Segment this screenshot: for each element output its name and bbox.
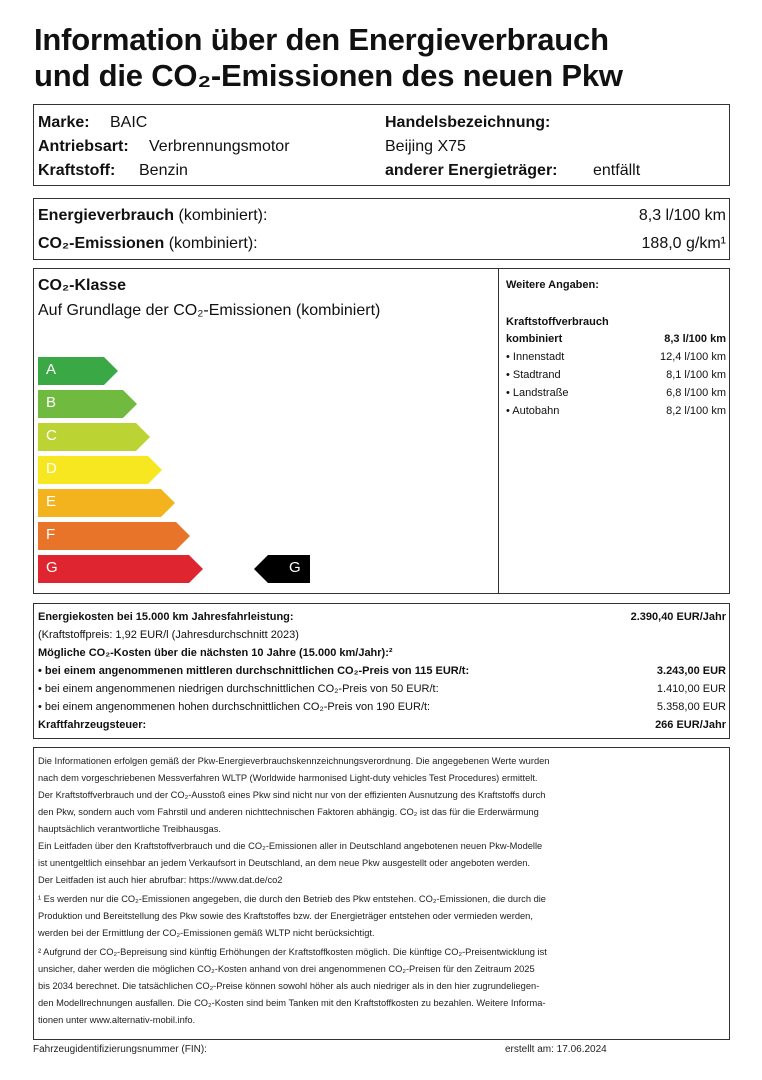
title-line-2: und die CO₂-Emissionen des neuen Pkw [34,58,623,93]
co2-cost-row-label: • bei einem angenommenen niedrigen durchschnittlichen CO₂-Preis von 50 EUR/t: [38,683,439,695]
consumption-item-value: 12,4 l/100 km [659,351,726,363]
co2-emissions-row [38,233,258,255]
further-heading: Weitere Angaben: [506,279,599,291]
page-title [34,22,623,94]
note-line: den Modellrechnungen ausfallen. Die CO₂-Kosten sind beim Tanken mit den Kraftstoffkosten zu bezahlen. Weitere Informa- [38,998,546,1008]
consumption-item-label: • Stadtrand [506,369,561,381]
note-line: ¹ Es werden nur die CO₂-Emissionen angegeben, die durch den Betrieb des Pkw entstehen. CO₂-Emissionen, die durch die [38,894,546,904]
fuel-label: Kraftstoff: [38,162,116,179]
fuel-value: Benzin [139,162,188,179]
class-letter-c: C [46,427,57,444]
co2-costs-heading: Mögliche CO₂-Kosten über die nächsten 10 Jahre (15.000 km/Jahr):² [38,647,393,659]
created-date: erstellt am: 17.06.2024 [505,1044,607,1055]
class-letter-d: D [46,460,57,477]
co2-cost-row-label: • bei einem angenommenen mittleren durchschnittlichen CO₂-Preis von 115 EUR/t: [38,665,470,677]
class-letter-g: G [46,559,58,576]
co2-cost-row-value: 5.358,00 EUR [656,701,726,713]
co2-class-heading: CO₂-Klasse [38,277,127,294]
class-letter-e: E [46,493,57,510]
energy-costs-value: 2.390,40 EUR/Jahr [630,611,726,623]
consumption-item-value: 8,1 l/100 km [666,369,726,381]
co2-emissions-value: 188,0 g/km¹ [641,235,726,252]
co2-emissions-label: CO₂-Emissionen [38,235,165,252]
co2-cost-row-value: 1.410,00 EUR [656,683,726,695]
note-line: den Pkw, sondern auch vom Fahrstil und anderen nichttechnischen Faktoren abhängig. CO₂ ist das für die Erderwärmung [38,807,539,817]
note-line: unsicher, daher werden die möglichen CO₂-Kosten anhand von drei angenommenen CO₂-Preisen für den Zeitraum 2025 [38,964,535,974]
drive-label: Antriebsart: [38,138,129,155]
energy-consumption-value: 8,3 l/100 km [638,207,726,224]
note-line: tionen unter www.alternativ-mobil.info. [38,1015,196,1025]
class-letter-a: A [46,361,57,378]
class-letter-f: F [46,526,56,543]
note-line: Der Kraftstoffverbrauch und der CO₂-Ausstoß eines Pkw sind nicht nur von der effizienten Ausnutzung des Kraftstoffs durch [38,790,546,800]
fuel-consumption-heading: Kraftstoffverbrauch [506,316,609,328]
note-line: hauptsächlich verantwortliche Treibhausgas. [38,824,221,834]
consumption-item-value: 8,2 l/100 km [666,405,726,417]
energy-consumption-label: Energieverbrauch [38,207,175,224]
consumption-item-value: 6,8 l/100 km [666,387,726,399]
vehicle-tax-label: Kraftfahrzeugsteuer: [38,719,147,731]
combined-label: kombiniert [506,333,563,345]
title-line-1: Information über den Energieverbrauch [34,22,609,57]
note-line: Produktion und Bereitstellung des Pkw sowie des Kraftstoffes bzw. der Energieträger entstehen oder vermieden werden, [38,911,533,921]
consumption-item-label: • Innenstadt [506,351,565,363]
consumption-item-label: • Autobahn [506,405,560,417]
class-letter-b: B [46,394,57,411]
energy-consumption-row [38,205,267,227]
fuel-price-text: (Kraftstoffpreis: 1,92 EUR/l (Jahresdurchschnitt 2023) [38,629,299,641]
note-line: Ein Leitfaden über den Kraftstoffverbrauch und die CO₂-Emissionen aller in Deutschland angebotenen neuen Pkw-Modelle [38,841,543,851]
note-line: bis 2034 berechnet. Die tatsächlichen CO₂-Preise können sowohl höher als auch niedriger als in den hier zugrundeliegen- [38,981,540,991]
other-energy-label: anderer Energieträger: [385,162,558,179]
current-class-letter: G [289,559,301,576]
other-energy-value: entfällt [593,162,641,179]
energy-consumption-suffix: (kombiniert): [178,207,268,224]
co2-emissions-suffix: (kombiniert): [168,235,258,252]
note-line: Der Leitfaden ist auch hier abrufbar: https://www.dat.de/co2 [38,875,283,885]
co2-cost-row-value: 3.243,00 EUR [656,665,726,677]
combined-value: 8,3 l/100 km [664,333,726,345]
energy-costs-label: Energiekosten bei 15.000 km Jahresfahrleistung: [38,611,294,623]
trade-value: Beijing X75 [385,138,466,155]
fin-label: Fahrzeugidentifizierungsnummer (FIN): [33,1044,207,1055]
vehicle-tax-value: 266 EUR/Jahr [655,719,726,731]
co2-cost-row-label: • bei einem angenommenen hohen durchschnittlichen CO₂-Preis von 190 EUR/t: [38,701,431,713]
drive-value: Verbrennungsmotor [149,138,290,155]
consumption-item-label: • Landstraße [506,387,569,399]
brand-label: Marke: [38,114,90,131]
note-line: nach dem vorgeschriebenen Messverfahren WLTP (Worldwide harmonised Light-duty vehicles Test Procedures) ermittelt. [38,773,538,783]
co2-class-subheading: Auf Grundlage der CO₂-Emissionen (kombiniert) [38,302,381,319]
note-line: Die Informationen erfolgen gemäß der Pkw-Energieverbrauchskennzeichnungsverordnung. Die angegebenen Werte wurden [38,756,550,766]
note-line: ist unentgeltlich einsehbar an jedem Verkaufsort in Deutschland, an dem neue Pkw ausgestellt oder angeboten werden. [38,858,531,868]
note-line: werden bei der Ermittlung der CO₂-Emissionen gemäß WLTP nicht berücksichtigt. [38,928,375,938]
note-line: ² Aufgrund der CO₂-Bepreisung sind künftig Erhöhungen der Kraftstoffkosten möglich. Die künftige CO₂-Preisentwicklung ist [38,947,547,957]
brand-value: BAIC [110,114,148,131]
trade-label: Handelsbezeichnung: [385,114,551,131]
